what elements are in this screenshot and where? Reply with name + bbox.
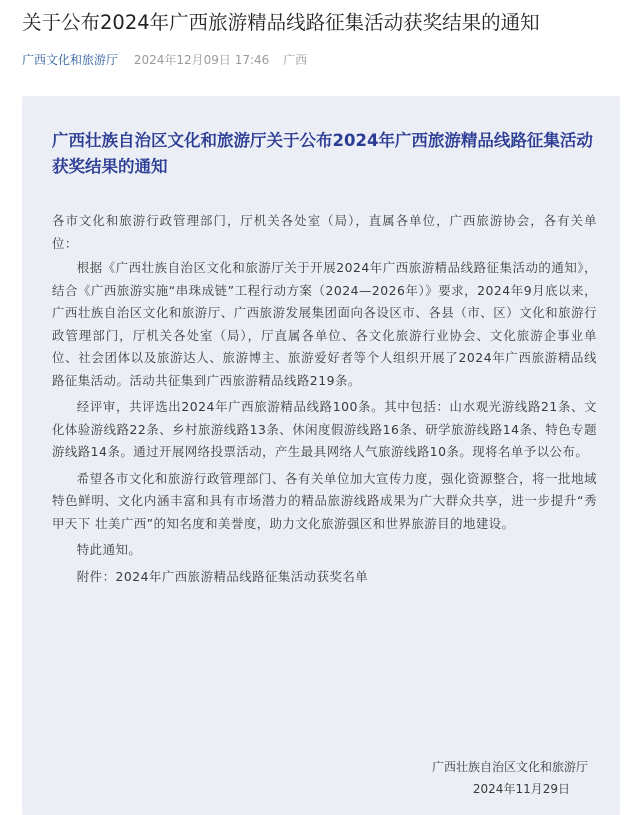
document-card — [22, 96, 620, 815]
article-meta — [22, 51, 307, 69]
document-body — [52, 210, 597, 592]
signature-organization: 广西壮族自治区文化和旅游厅 — [431, 760, 588, 774]
document-title: 广西壮族自治区文化和旅游厅关于公布2024年广西旅游精品线路征集活动获奖结果的通知 — [52, 131, 593, 176]
region-tag: 广西 — [283, 53, 308, 67]
attachment-line[interactable]: 附件：2024年广西旅游精品线路征集活动获奖名单 — [76, 568, 369, 584]
addressee: 各市文化和旅游行政管理部门，厅机关各处室（局），直属各单位，广西旅游协会，各有关单位： — [52, 213, 597, 251]
paragraph-notice: 特此通知。 — [76, 542, 142, 557]
paragraph-expectation: 希望各市文化和旅游行政管理部门、各有关单位加大宣传力度，强化资源整合，将一批地域特色鲜明、文化内涵丰富和具有市场潜力的精品旅游线路成果为广大群众共享，进一步提升“秀甲天下 壮美广西”的知名度和美誉度，助力文化旅游强区和世界旅游目的地建设。 — [52, 470, 597, 531]
signature-block — [432, 756, 588, 800]
publish-date: 2024年12月09日 17:46 — [133, 53, 270, 67]
page-title: 关于公布2024年广西旅游精品线路征集活动获奖结果的通知 — [22, 11, 540, 34]
source-link[interactable]: 广西文化和旅游厅 — [22, 53, 119, 67]
signature-date: 2024年11月29日 — [472, 782, 570, 796]
paragraph-results: 经评审，共评选出2024年广西旅游精品线路100条。其中包括：山水观光游线路21条、文化体验游线路22条、乡村旅游线路13条、休闲度假游线路16条、研学旅游线路14条、特色专题游线路14条。通过开展网络投票活动，产生最具网络人气旅游线路10条。现将名单予以公布。 — [52, 399, 597, 459]
paragraph-background: 根据《广西壮族自治区文化和旅游厅关于开展2024年广西旅游精品线路征集活动的通知》，结合《广西旅游实施“串珠成链”工程行动方案（2024—2026年）》要求，2024年9月底以来，广西壮族自治区文化和旅游厅、广西旅游发展集团面向各设区市、各县（市、区）文化和旅游行政管理部门，厅机关各处室（局），厅直属各单位、各文化旅游行业协会、文化旅游企事业单位、社会团体以及旅游达人、旅游博主、旅游爱好者等个人组织开展了2024年广西旅游精品线路征集活动。活动共征集到广西旅游精品线路219条。 — [52, 260, 597, 388]
